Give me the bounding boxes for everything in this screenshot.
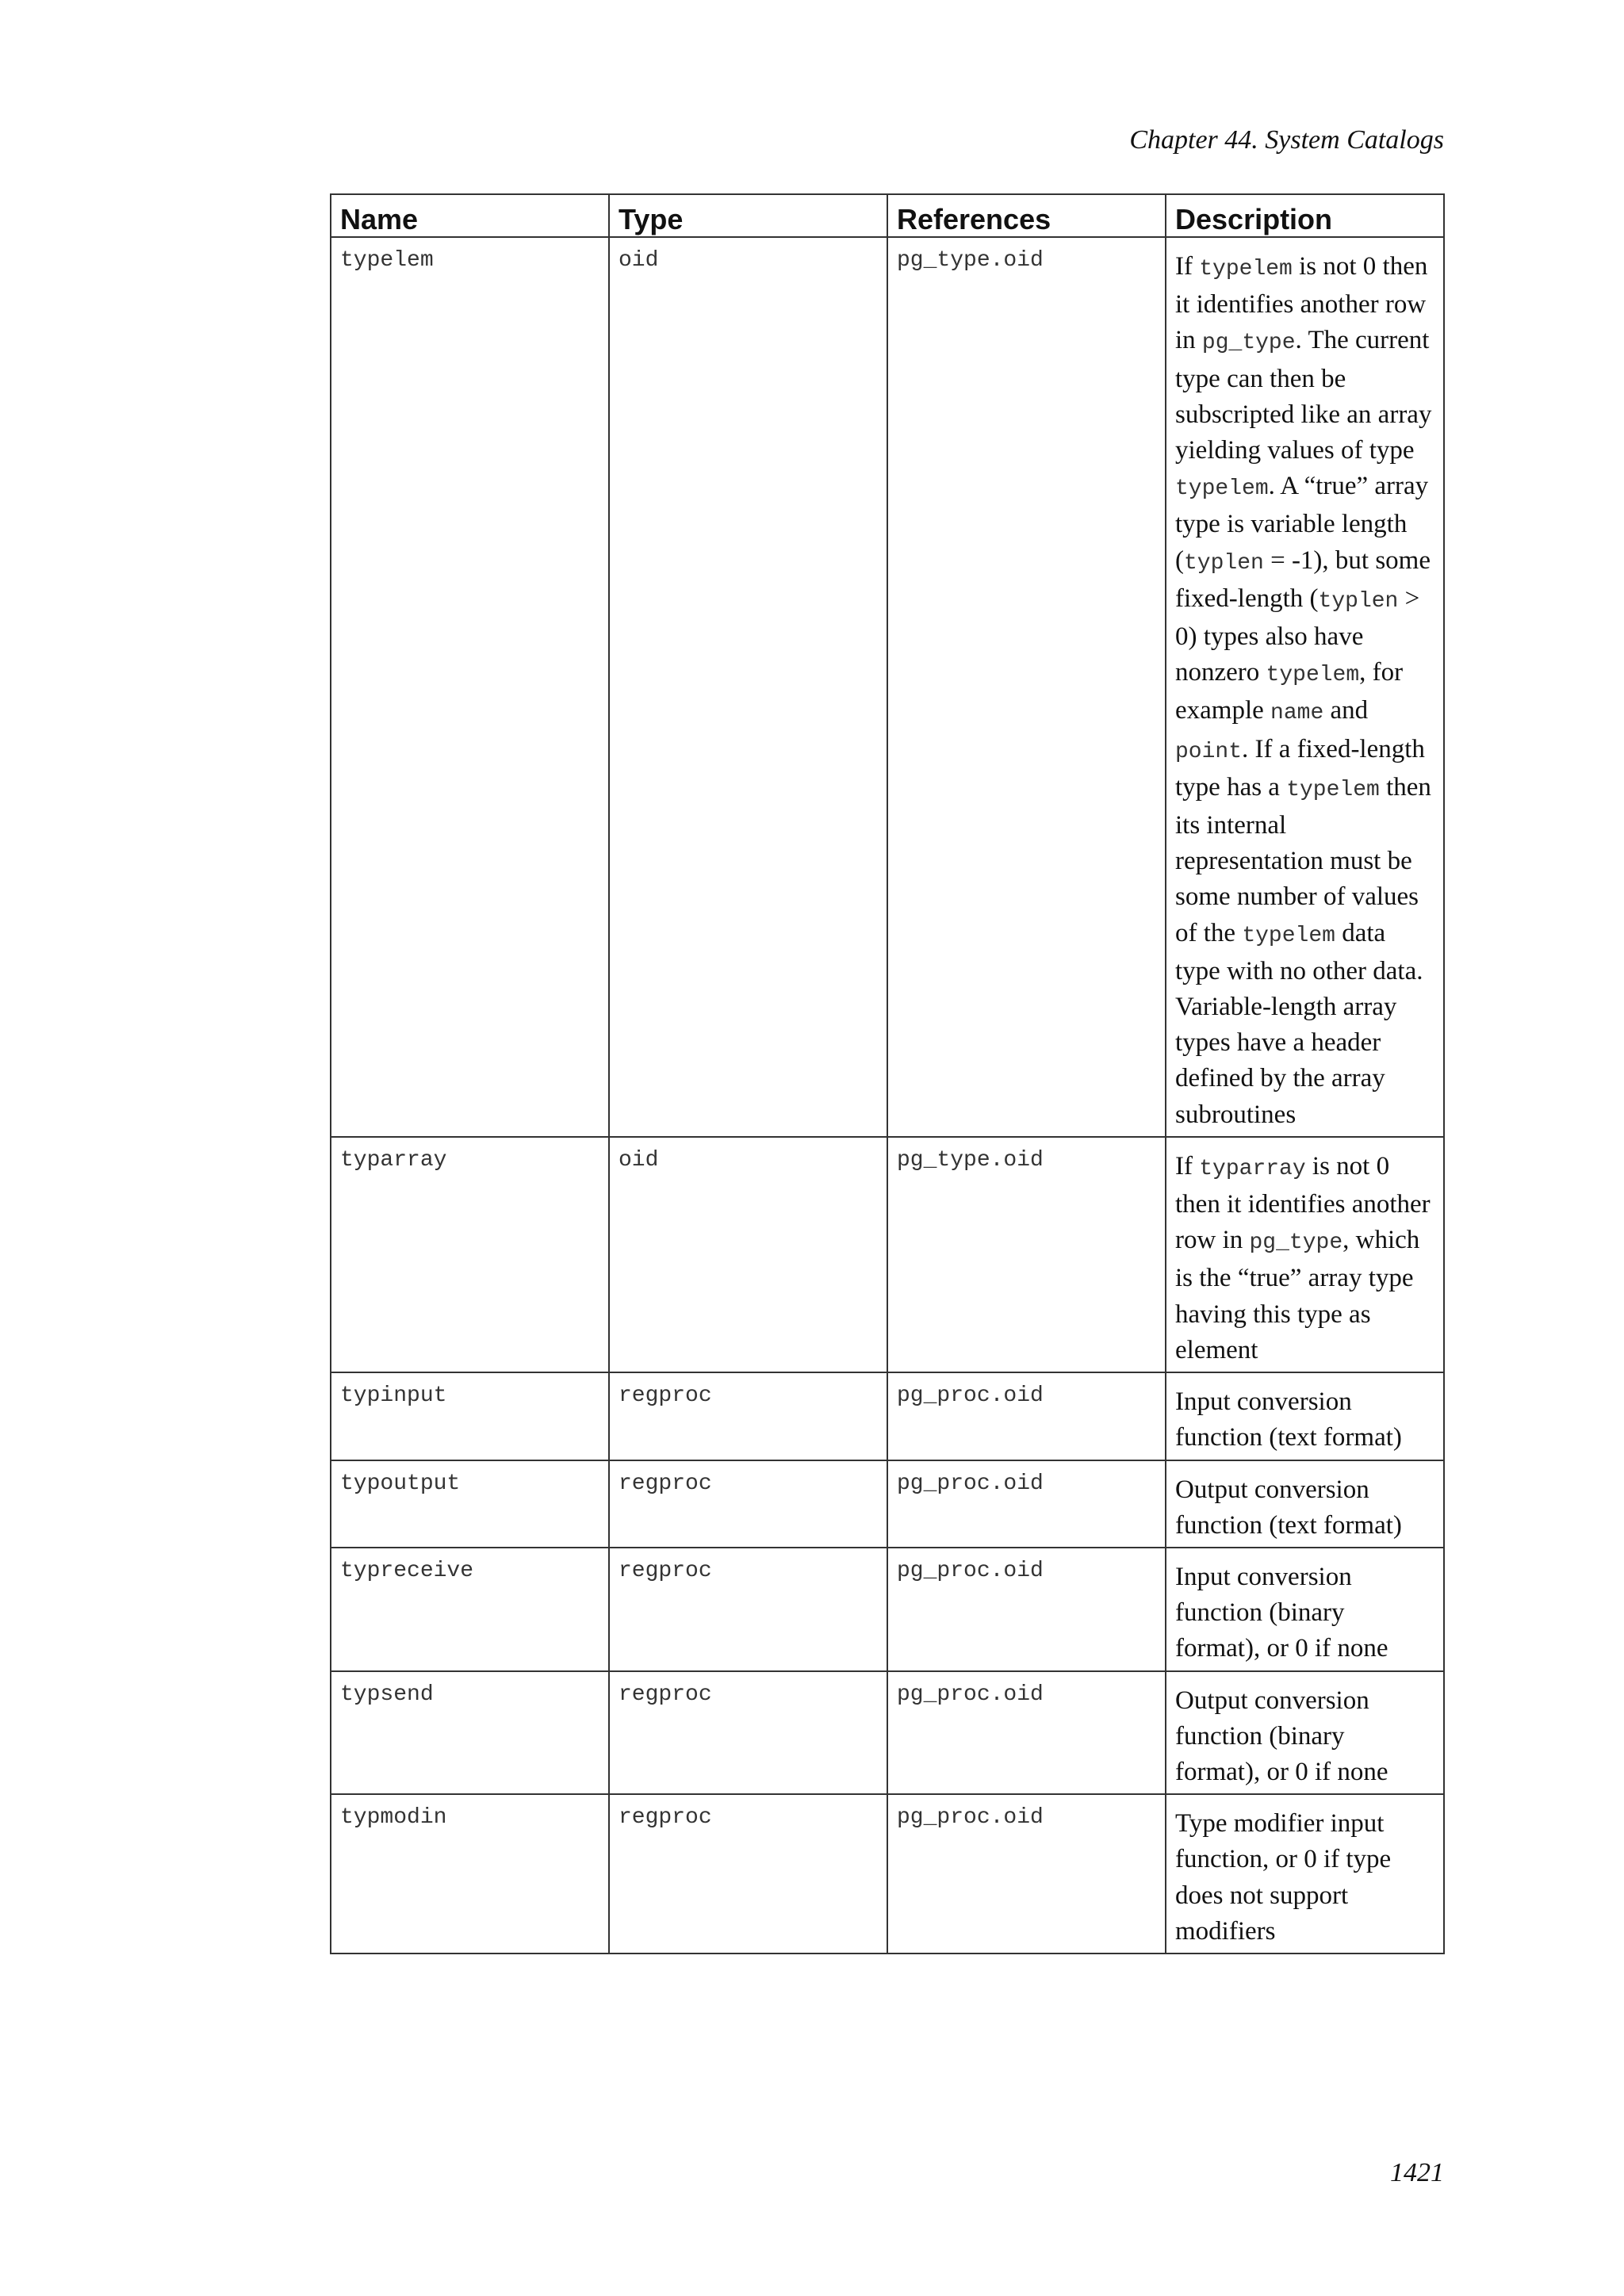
cell-references: pg_proc.oid — [887, 1794, 1166, 1954]
description-text: If — [1175, 1151, 1200, 1181]
inline-code: typelem — [1242, 923, 1335, 948]
description-text: Output conversion function (text format) — [1175, 1475, 1402, 1540]
cell-name: typmodin — [331, 1794, 609, 1954]
cell-type: regproc — [609, 1794, 887, 1954]
description-text: , which is the “true” array type having this type as element — [1175, 1226, 1420, 1364]
description-text: is not 0 then it identifies another row in — [1175, 252, 1428, 355]
cell-name: typreceive — [331, 1548, 609, 1671]
table-header-row — [331, 194, 1444, 237]
description-text: Input conversion function (binary format), or 0 if none — [1175, 1562, 1388, 1663]
column-header-references: References — [887, 194, 1166, 237]
description-text: . The current type can then be subscripted like an array yielding values of type — [1175, 326, 1432, 465]
page-number: 1421 — [1390, 2158, 1444, 2187]
cell-references: pg_proc.oid — [887, 1372, 1166, 1460]
cell-description — [1166, 1460, 1444, 1548]
inline-code: name — [1270, 701, 1324, 726]
cell-name: typinput — [331, 1372, 609, 1460]
column-header-type: Type — [609, 194, 887, 237]
description-text: Input conversion function (text format) — [1175, 1387, 1402, 1452]
cell-description — [1166, 1548, 1444, 1671]
cell-references: pg_proc.oid — [887, 1548, 1166, 1671]
cell-name: typarray — [331, 1137, 609, 1372]
cell-name: typsend — [331, 1671, 609, 1795]
table-row — [331, 237, 1444, 1137]
chapter-title: Chapter 44. System Catalogs — [1129, 125, 1444, 155]
inline-code: typelem — [1175, 476, 1269, 502]
inline-code: pg_type — [1201, 331, 1296, 356]
cell-name: typelem — [331, 237, 609, 1137]
description-text: . If a fixed-length type has a — [1175, 734, 1425, 802]
cell-type: regproc — [609, 1372, 887, 1460]
description-text: If — [1175, 252, 1200, 281]
description-text: and — [1323, 696, 1369, 725]
cell-description — [1166, 1671, 1444, 1795]
cell-description — [1166, 1372, 1444, 1460]
table-row — [331, 1137, 1444, 1372]
cell-references: pg_proc.oid — [887, 1671, 1166, 1795]
catalog-table — [330, 193, 1445, 1954]
column-header-description: Description — [1166, 194, 1444, 237]
cell-references: pg_proc.oid — [887, 1460, 1166, 1548]
inline-code: typarray — [1199, 1156, 1306, 1181]
cell-references: pg_type.oid — [887, 1137, 1166, 1372]
cell-type: regproc — [609, 1548, 887, 1671]
cell-type: oid — [609, 237, 887, 1137]
description-text: . A “true” array type is variable length ( — [1175, 472, 1429, 575]
description-text: Type modifier input function, or 0 if type does not support modifiers — [1175, 1809, 1392, 1946]
table-row — [331, 1671, 1444, 1795]
table-row — [331, 1794, 1444, 1954]
inline-code: pg_type — [1249, 1230, 1343, 1256]
table-body — [331, 237, 1444, 1954]
cell-type: regproc — [609, 1460, 887, 1548]
inline-code: typlen — [1318, 588, 1399, 614]
description-text: Output conversion function (binary format), or 0 if none — [1175, 1686, 1388, 1786]
cell-description — [1166, 237, 1444, 1137]
inline-code: typelem — [1286, 777, 1380, 802]
inline-code: typelem — [1266, 663, 1360, 688]
description-text: is not 0 then it identifies another row in — [1175, 1151, 1431, 1255]
inline-code: typelem — [1199, 257, 1293, 281]
table-row — [331, 1548, 1444, 1671]
table-row — [331, 1372, 1444, 1460]
description-text: , for example — [1175, 658, 1404, 725]
cell-type: oid — [609, 1137, 887, 1372]
cell-description — [1166, 1137, 1444, 1372]
cell-type: regproc — [609, 1671, 887, 1795]
column-header-name: Name — [331, 194, 609, 237]
description-text: = -1), but some fixed-length ( — [1175, 545, 1431, 613]
description-text: then its internal representation must be some number of values of the — [1175, 772, 1431, 947]
table-row — [331, 1460, 1444, 1548]
inline-code: point — [1175, 739, 1243, 764]
cell-description — [1166, 1794, 1444, 1954]
cell-references: pg_type.oid — [887, 237, 1166, 1137]
cell-name: typoutput — [331, 1460, 609, 1548]
inline-code: typlen — [1184, 550, 1264, 576]
description-text: data type with no other data. Variable-length array types have a header defined by the array subroutines — [1175, 918, 1423, 1129]
description-text: > 0) types also have nonzero — [1175, 584, 1420, 687]
